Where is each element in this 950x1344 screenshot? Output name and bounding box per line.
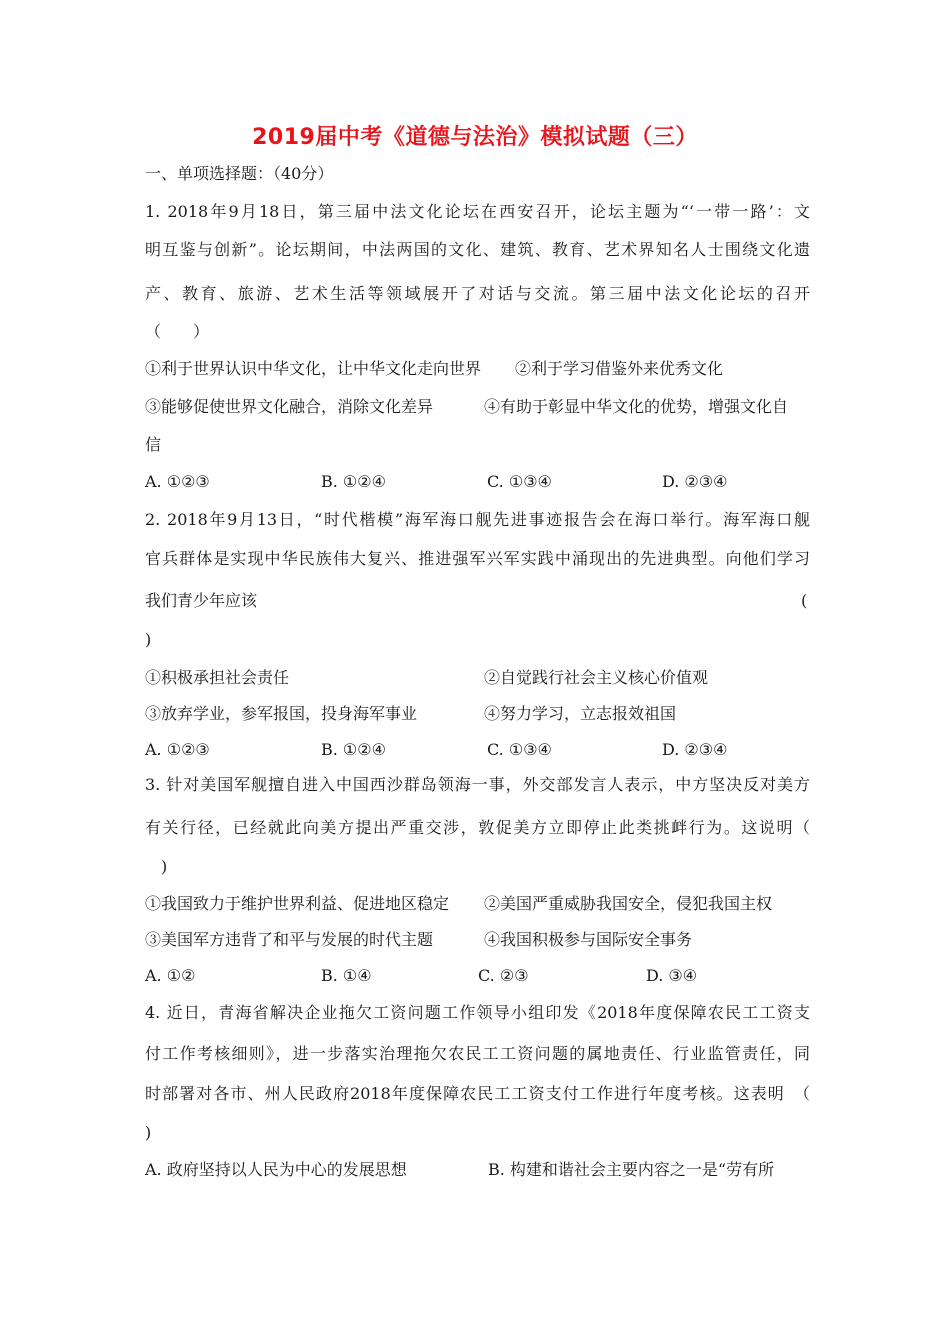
q3-choice-d: D. ③④ [646,966,698,985]
q2-choice-a: A. ①②③ [145,740,210,759]
q1-statement-2: ②利于学习借鉴外来优秀文化 [515,359,724,378]
q1-choice-c: C. ①③④ [487,472,552,491]
q3-statement-3: ③美国军方违背了和平与发展的时代主题 [145,930,434,949]
q1-statement-1: ①利于世界认识中华文化，让中华文化走向世界 [145,359,482,378]
q1-statement-4-cont: 信 [145,435,162,454]
q1-statement-3: ③能够促使世界文化融合，消除文化差异 [145,397,434,416]
q2-choice-b: B. ①②④ [321,740,386,759]
q2-paren-open: ( [801,591,808,610]
q3-stem-line-1: 3. 针对美国军舰擅自进入中国西沙群岛领海一事，外交部发言人表示，中方坚决反对美方 [145,775,810,794]
q2-statement-4: ④努力学习，立志报效祖国 [484,704,677,723]
q2-stem-line-1: 2. 2018年9月13日，“时代楷模”海军海口舰先进事迹报告会在海口举行。海军海口舰 [145,510,810,529]
q2-choice-c: C. ①③④ [487,740,552,759]
q2-paren-close: ) [145,630,152,649]
exam-title: 2019届中考《道德与法治》模拟试题（三） [252,125,698,150]
section-heading: 一、单项选择题：（40分） [145,164,334,183]
q4-choice-b: B. 构建和谐社会主要内容之一是“劳有所 [488,1160,775,1179]
q3-statement-2: ②美国严重威胁我国安全，侵犯我国主权 [484,894,773,913]
q2-stem-line-2: 官兵群体是实现中华民族伟大复兴、推进强军兴军实践中涌现出的先进典型。向他们学习 [145,549,810,568]
q3-statement-4: ④我国积极参与国际安全事务 [484,930,693,949]
q4-stem-line-3: 时部署对各市、州人民政府2018年度保障农民工工资支付工作进行年度考核。这表明 （ [145,1084,810,1103]
q3-choice-b: B. ①④ [321,966,372,985]
q1-choice-a: A. ①②③ [145,472,210,491]
q1-stem-line-2: 明互鉴与创新”。论坛期间，中法两国的文化、建筑、教育、艺术界知名人士围绕文化遗 [145,240,810,259]
q3-statement-1: ①我国致力于维护世界利益、促进地区稳定 [145,894,450,913]
q1-stem-line-3: 产、教育、旅游、艺术生活等领域展开了对话与交流。第三届中法文化论坛的召开 [145,284,810,303]
q1-choice-b: B. ①②④ [321,472,386,491]
q3-choice-a: A. ①② [145,966,196,985]
q2-choice-d: D. ②③④ [662,740,728,759]
q4-stem-line-1: 4. 近日，青海省解决企业拖欠工资问题工作领导小组印发《2018年度保障农民工工资支 [145,1003,810,1022]
q2-statement-1: ①积极承担社会责任 [145,668,290,687]
q4-choice-a: A. 政府坚持以人民为中心的发展思想 [145,1160,407,1179]
q4-paren-close: ) [145,1123,152,1142]
q3-stem-line-3: ) [145,857,168,876]
q3-stem-line-2: 有关行径，已经就此向美方提出严重交涉，敦促美方立即停止此类挑衅行为。这说明（ [145,818,810,837]
q2-stem-line-3: 我们青少年应该 [145,591,258,610]
q1-statement-4: ④有助于彰显中华文化的优势，增强文化自 [484,397,789,416]
q3-choice-c: C. ②③ [478,966,529,985]
q1-stem-line-1: 1. 2018年9月18日，第三届中法文化论坛在西安召开，论坛主题为“‘一带一路’：文 [145,202,810,221]
q2-statement-3: ③放弃学业，参军报国，投身海军事业 [145,704,418,723]
q1-answer-parens: （ ） [145,322,210,341]
q2-statement-2: ②自觉践行社会主义核心价值观 [484,668,709,687]
q1-choice-d: D. ②③④ [662,472,728,491]
q4-stem-line-2: 付工作考核细则》，进一步落实治理拖欠农民工工资问题的属地责任、行业监管责任，同 [145,1044,810,1063]
